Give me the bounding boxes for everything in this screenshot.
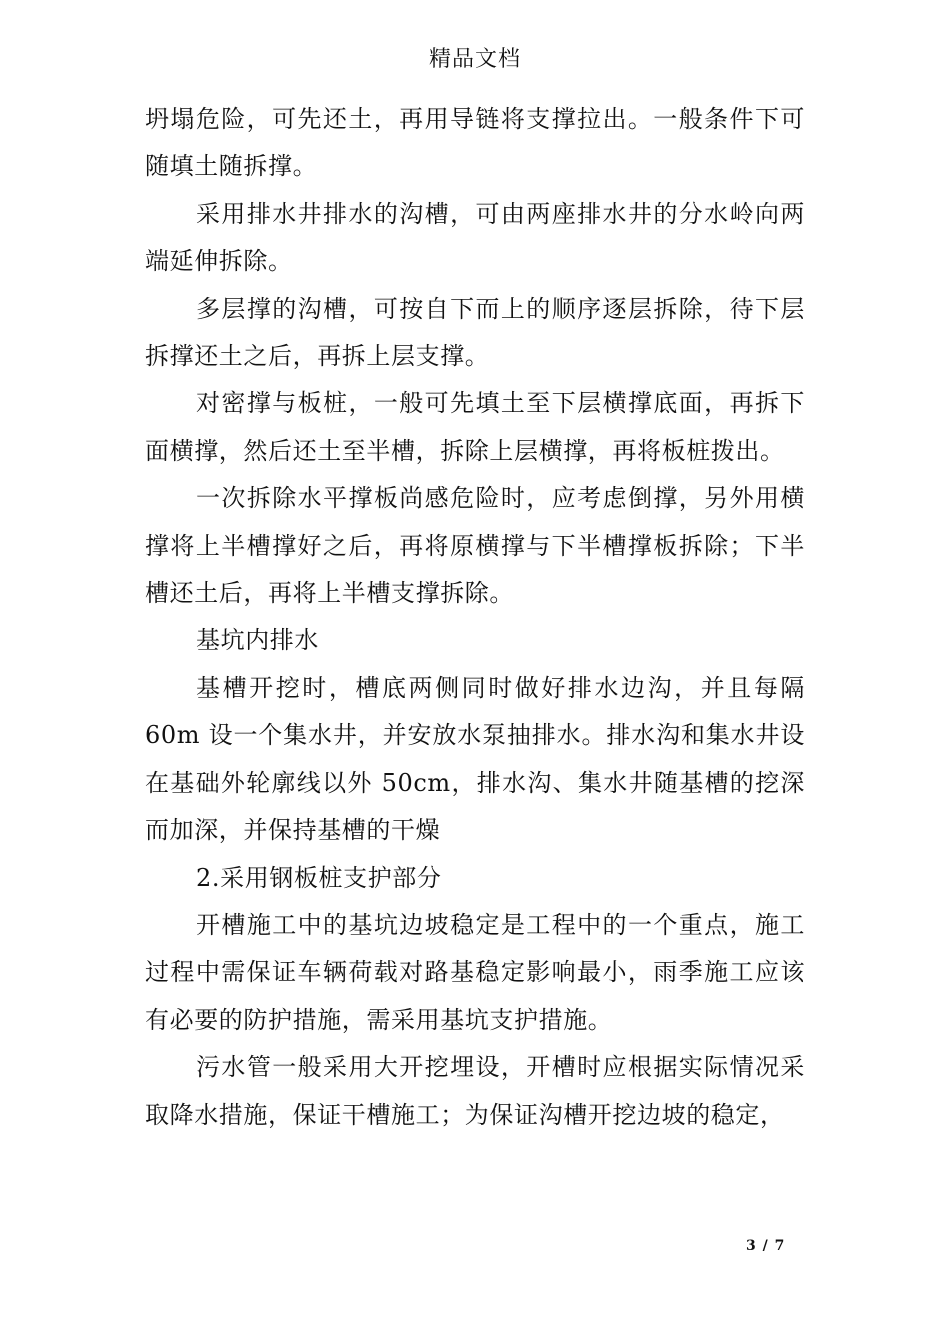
paragraph: 基槽开挖时，槽底两侧同时做好排水边沟，并且每隔 60m 设一个集水井，并安放水泵抽排水。排水沟和集水井设在基础外轮廓线以外 50cm，排水沟、集水井随基槽的挖深而加深，并保持基槽的干燥 [145,673,805,845]
paragraph: 采用排水井排水的沟槽，可由两座排水井的分水岭向两端延伸拆除。 [145,199,805,276]
paragraph-continuation: 坍塌危险，可先还土，再用导链将支撑拉出。一般条件下可随填土随拆撑。 [145,105,805,181]
paragraph: 一次拆除水平撑板尚感危险时，应考虑倒撑，另外用横撑将上半槽撑好之后，再将原横撑与下半槽撑板拆除；下半槽还土后，再将上半槽支撑拆除。 [145,484,805,608]
section-heading: 基坑内排水 [196,626,319,655]
paragraph: 多层撑的沟槽，可按自下而上的顺序逐层拆除，待下层拆撑还土之后，再拆上层支撑。 [145,294,805,371]
paragraph: 对密撑与板桩，一般可先填土至下层横撑底面，再拆下面横撑，然后还土至半槽，拆除上层横撑，再将板桩拨出。 [145,389,805,465]
page-header-title: 精品文档 [428,47,521,72]
section-heading: 2.采用钢板桩支护部分 [196,863,442,892]
document-body [145,96,805,1139]
paragraph: 开槽施工中的基坑边坡稳定是工程中的一个重点，施工过程中需保证车辆荷载对路基稳定影响最小，雨季施工应该有必要的防护措施，需采用基坑支护措施。 [145,910,805,1034]
page-number: 3 / 7 [746,1238,786,1254]
paragraph: 污水管一般采用大开挖埋设，开槽时应根据实际情况采取降水措施，保证干槽施工；为保证沟槽开挖边坡的稳定， [145,1053,805,1129]
